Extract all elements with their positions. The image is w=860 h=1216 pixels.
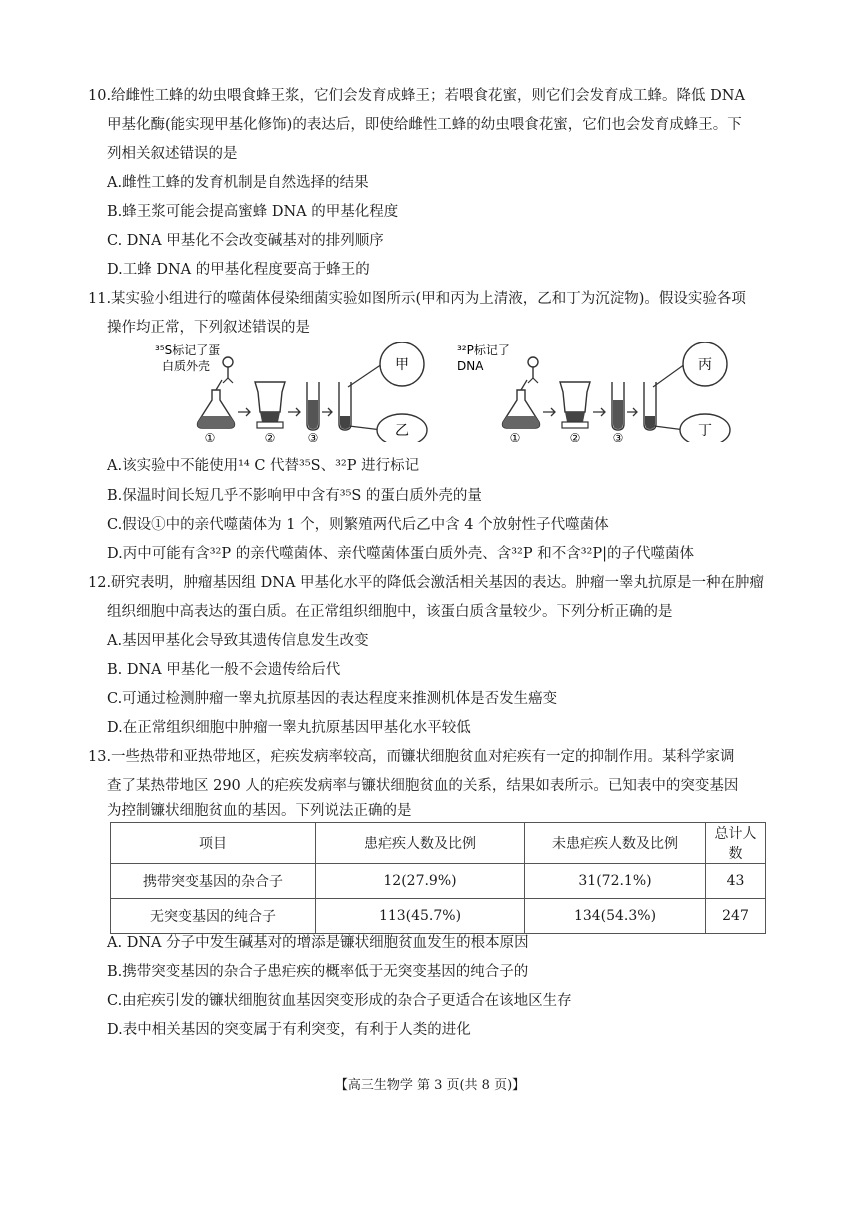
q10-option-d: D.工蜂 DNA 的甲基化程度要高于蜂王的 — [107, 262, 370, 278]
q10-option-b: B.蜂王浆可能会提高蜜蜂 DNA 的甲基化程度 — [107, 204, 399, 220]
q11-stem-line-2: 操作均正常，下列叙述错误的是 — [107, 320, 310, 336]
flask-icon — [198, 390, 235, 428]
table-cell: 43 — [706, 864, 766, 899]
step-label: ① — [509, 431, 521, 442]
left-label-line-2: 白质外壳 — [162, 359, 211, 373]
table-cell: 247 — [706, 899, 766, 934]
arrow-icon — [322, 408, 332, 416]
q10-stem-line-2: 甲基化酶(能实现甲基化修饰)的表达后，即使给雌性工蜂的幼虫喂食花蜜，它们也会发育成蜂王。下 — [107, 117, 742, 133]
table-cell: 31(72.1%) — [525, 864, 706, 899]
arrow-icon — [216, 380, 222, 390]
q13-option-b: B.携带突变基因的杂合子患疟疾的概率低于无突变基因的纯合子的 — [107, 964, 529, 980]
table-cell: 134(54.3%) — [525, 899, 706, 934]
arrow-icon — [288, 408, 300, 416]
page-footer: 【高三生物学 第 3 页(共 8 页)】 — [334, 1078, 526, 1093]
table-header-cell: 患疟疾人数及比例 — [316, 823, 525, 864]
phage-experiment-figure — [150, 342, 740, 442]
q12-stem-line-2: 组织细胞中高表达的蛋白质。在正常组织细胞中，该蛋白质含量较少。下列分析正确的是 — [107, 604, 673, 620]
q12-option-c: C.可通过检测肿瘤一睾丸抗原基因的表达程度来推测机体是否发生癌变 — [107, 691, 558, 707]
step-label: ② — [569, 431, 581, 442]
q11-option-c: C.假设①中的亲代噬菌体为 1 个，则繁殖两代后乙中含 4 个放射性子代噬菌体 — [107, 517, 609, 533]
q10-stem-line-3: 列相关叙述错误的是 — [107, 146, 238, 162]
q13-option-d: D.表中相关基因的突变属于有利突变，有利于人类的进化 — [107, 1022, 471, 1038]
right-label-line-1: ³²P标记了 — [457, 343, 510, 357]
table-header-cell: 总计人数 — [706, 823, 766, 864]
q13-stem-line-2: 查了某热带地区 290 人的疟疾发病率与镰状细胞贫血的关系，结果如表所示。已知表中的突变基因 — [107, 778, 739, 794]
sediment-label: 丁 — [698, 423, 712, 439]
test-tube-icon — [307, 382, 319, 430]
q13-option-a: A. DNA 分子中发生碱基对的增添是镰状细胞贫血发生的根本原因 — [107, 935, 529, 951]
q12-stem-line-1: 12.研究表明，肿瘤基因组 DNA 甲基化水平的降低会激活相关基因的表达。肿瘤一睾丸抗原是一种在肿瘤 — [88, 575, 765, 591]
table-cell: 12(27.9%) — [316, 864, 525, 899]
table-cell: 携带突变基因的杂合子 — [111, 864, 316, 899]
q10-option-a: A.雌性工蜂的发育机制是自然选择的结果 — [107, 175, 369, 191]
q13-option-c: C.由疟疾引发的镰状细胞贫血基因突变形成的杂合子更适合在该地区生存 — [107, 993, 572, 1009]
connector-line — [348, 364, 382, 387]
blender-icon — [255, 382, 285, 428]
connector-line — [653, 364, 685, 387]
blender-icon — [560, 382, 590, 428]
table-header-cell: 项目 — [111, 823, 316, 864]
phage-icon — [223, 357, 233, 383]
left-label-line-1: ³⁵S标记了蛋 — [155, 343, 221, 357]
arrow-icon — [627, 408, 637, 416]
step-label: ① — [204, 431, 216, 442]
q11-option-a: A.该实验中不能使用¹⁴ C 代替³⁵S、³²P 进行标记 — [107, 458, 420, 474]
table-cell: 无突变基因的纯合子 — [111, 899, 316, 934]
centrifuged-tube-icon — [644, 382, 656, 430]
phage-icon — [528, 357, 538, 383]
right-experiment-panel — [457, 342, 730, 442]
step-label: ③ — [307, 431, 319, 442]
sediment-label: 乙 — [395, 423, 409, 439]
table-row — [111, 899, 766, 934]
q13-stem-line-3: 为控制镰状细胞贫血的基因。下列说法正确的是 — [107, 803, 412, 819]
q10-stem-line-1: 10.给雌性工蜂的幼虫喂食蜂王浆，它们会发育成蜂王；若喂食花蜜，则它们会发育成工蜂。降低 DNA — [88, 88, 745, 104]
centrifuged-tube-icon — [339, 382, 351, 430]
q11-option-d: D.丙中可能有含³²P 的亲代噬菌体、亲代噬菌体蛋白质外壳、含³²P 和不含³²P|的子代噬菌体 — [107, 546, 694, 562]
table-row — [111, 864, 766, 899]
q12-option-a: A.基因甲基化会导致其遗传信息发生改变 — [107, 633, 369, 649]
q13-stem-line-1: 13.一些热带和亚热带地区，疟疾发病率较高，而镰状细胞贫血对疟疾有一定的抑制作用。某科学家调 — [88, 749, 735, 765]
right-label-line-2: DNA — [457, 359, 484, 373]
arrow-icon — [593, 408, 605, 416]
step-label: ③ — [612, 431, 624, 442]
malaria-data-table — [110, 822, 766, 934]
supernatant-label: 丙 — [698, 357, 712, 373]
step-label: ② — [264, 431, 276, 442]
q11-option-b: B.保温时间长短几乎不影响甲中含有³⁵S 的蛋白质外壳的量 — [107, 488, 482, 504]
table-cell: 113(45.7%) — [316, 899, 525, 934]
q12-option-b: B. DNA 甲基化一般不会遗传给后代 — [107, 662, 341, 678]
test-tube-icon — [612, 382, 624, 430]
arrow-icon — [238, 408, 250, 416]
flask-icon — [503, 390, 540, 428]
left-experiment-panel — [155, 342, 427, 442]
supernatant-label: 甲 — [395, 357, 409, 373]
q12-option-d: D.在正常组织细胞中肿瘤一睾丸抗原基因甲基化水平较低 — [107, 720, 471, 736]
arrow-icon — [521, 380, 527, 390]
table-header-row — [111, 823, 766, 864]
q11-stem-line-1: 11.某实验小组进行的噬菌体侵染细菌实验如图所示(甲和丙为上清液，乙和丁为沉淀物)。假设实验各项 — [88, 291, 746, 307]
q10-option-c: C. DNA 甲基化不会改变碱基对的排列顺序 — [107, 233, 384, 249]
arrow-icon — [543, 408, 555, 416]
table-header-cell: 未患疟疾人数及比例 — [525, 823, 706, 864]
